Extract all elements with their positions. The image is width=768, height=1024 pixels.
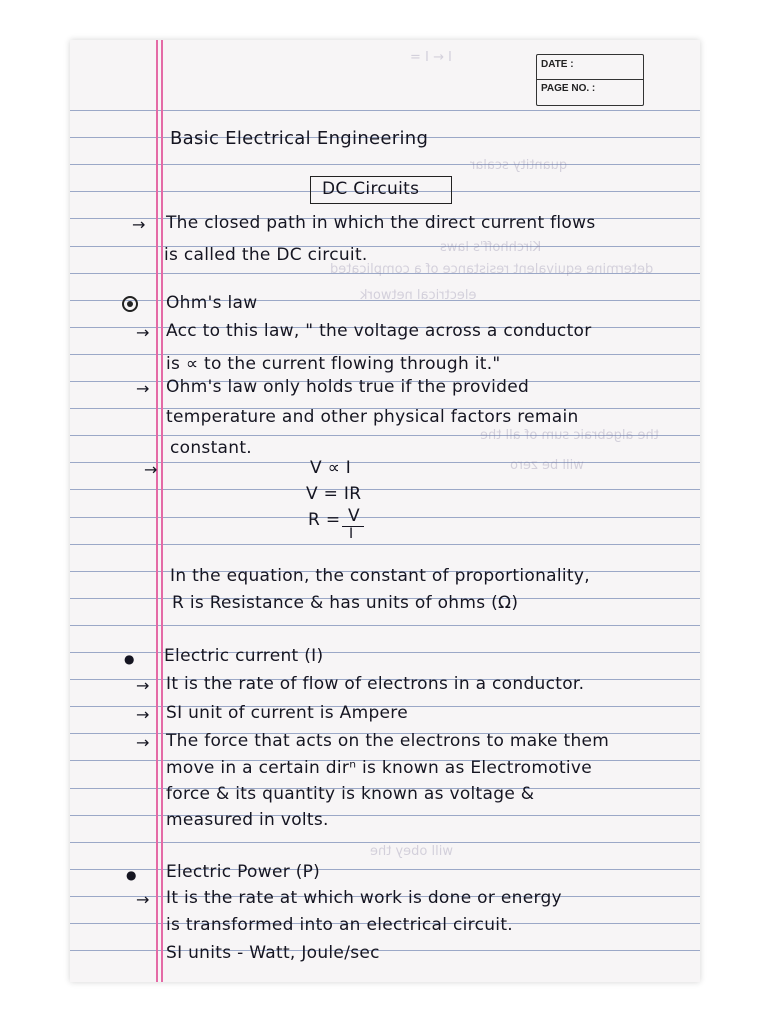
date-page-box bbox=[536, 54, 644, 106]
bleed-through: quantity scalar bbox=[470, 158, 568, 173]
section-title: DC Circuits bbox=[322, 179, 420, 199]
text-line: is ∝ to the current flowing through it." bbox=[166, 354, 501, 374]
margin-line bbox=[161, 40, 163, 982]
notebook-page bbox=[70, 40, 700, 982]
arrow-right-icon: → bbox=[144, 460, 158, 479]
heading-electric-current: Electric current (I) bbox=[164, 646, 324, 666]
text-line: constant. bbox=[170, 438, 253, 458]
arrow-right-icon: → bbox=[136, 379, 150, 398]
text-line: force & its quantity is known as voltage & bbox=[166, 784, 535, 804]
text-line: It is the rate of flow of electrons in a conductor. bbox=[166, 674, 585, 694]
text-line: measured in volts. bbox=[166, 810, 329, 830]
page-title: Basic Electrical Engineering bbox=[170, 128, 429, 149]
heading-electric-power: Electric Power (P) bbox=[166, 862, 321, 882]
text-line: SI unit of current is Ampere bbox=[166, 703, 408, 723]
equation-denominator: I bbox=[349, 526, 354, 542]
text-line: The closed path in which the direct current flows bbox=[166, 213, 596, 233]
bleed-through: electrical network bbox=[360, 288, 477, 303]
heading-ohms-law: Ohm's law bbox=[166, 293, 258, 313]
arrow-right-icon: → bbox=[136, 676, 150, 695]
equation: R = bbox=[308, 510, 341, 530]
page-number-label: PAGE NO. : bbox=[541, 83, 596, 94]
text-line: is called the DC circuit. bbox=[164, 245, 368, 265]
text-line: The force that acts on the electrons to make them bbox=[166, 731, 610, 751]
arrow-right-icon: → bbox=[132, 215, 146, 234]
bleed-through: Kirchhoff's laws bbox=[440, 240, 542, 255]
bleed-through: will be zero bbox=[510, 458, 584, 473]
text-line: Acc to this law, " the voltage across a conductor bbox=[166, 321, 592, 341]
text-line: temperature and other physical factors remain bbox=[166, 407, 579, 427]
text-line: is transformed into an electrical circuit. bbox=[166, 915, 513, 935]
bullet-icon: ● bbox=[126, 868, 137, 882]
bleed-through: I ← I = bbox=[410, 50, 452, 65]
arrow-right-icon: → bbox=[136, 733, 150, 752]
text-line: move in a certain dirⁿ is known as Electromotive bbox=[166, 758, 593, 778]
equation-numerator: V bbox=[348, 506, 360, 526]
bullet-icon: ● bbox=[124, 652, 135, 666]
bleed-through: will obey the bbox=[370, 844, 453, 859]
text-line: Ohm's law only holds true if the provided bbox=[166, 377, 530, 397]
equation: V = IR bbox=[306, 484, 362, 504]
date-label: DATE : bbox=[541, 59, 574, 70]
text-line: It is the rate at which work is done or energy bbox=[166, 888, 562, 908]
arrow-right-icon: → bbox=[136, 705, 150, 724]
arrow-right-icon: → bbox=[136, 890, 150, 909]
bleed-through: the algebraic sum of all the bbox=[480, 428, 659, 443]
arrow-right-icon: → bbox=[136, 323, 150, 342]
text-line: In the equation, the constant of proportionality, bbox=[170, 566, 590, 586]
bleed-through: determine equivalent resistance of a complicated bbox=[330, 262, 654, 277]
equation: V ∝ I bbox=[310, 458, 352, 478]
text-line: R is Resistance & has units of ohms (Ω) bbox=[172, 593, 519, 613]
margin-line bbox=[156, 40, 158, 982]
text-line: SI units - Watt, Joule/sec bbox=[166, 943, 380, 963]
circled-bullet-icon bbox=[122, 296, 138, 312]
